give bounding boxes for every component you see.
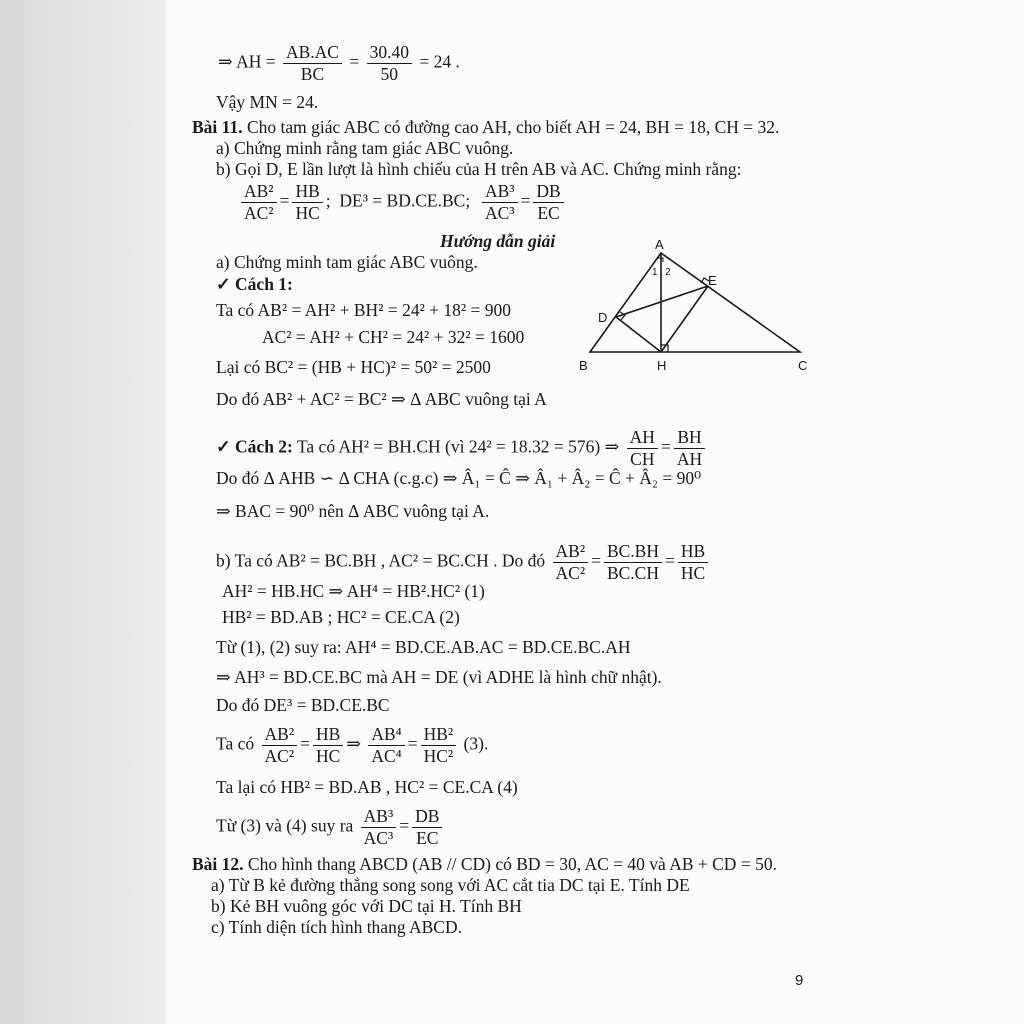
- triangle-abc: [590, 253, 800, 352]
- method-1-line-3: Lại có BC² = (HB + HC)² = 50² = 2500: [216, 357, 491, 377]
- method-1-line-1: Ta có AB² = AH² + BH² = 24² + 18² = 900: [216, 300, 512, 320]
- part-b-line-9: Từ (3) và (4) suy ra $\frac{\text{AB³}}{\text{AC³}}$ = $\frac{DB}{EC}$: [216, 806, 445, 849]
- segment-hd: [616, 317, 661, 352]
- exercise-12: [192, 853, 777, 875]
- segment-he: [661, 286, 708, 352]
- label-b: B: [579, 358, 588, 373]
- method-2-line-3: ⇒ BAC = 90⁰ nên Δ ABC vuông tại A.: [216, 501, 490, 521]
- solution-heading: Hướng dẫn giải: [440, 231, 556, 251]
- part-b-line-5: ⇒ AH³ = BD.CE.BC mà AH = DE (vì ADHE là hình chữ nhật).: [216, 667, 662, 687]
- label-a: A: [655, 237, 664, 252]
- method-1-label: ✓ Cách 1:: [216, 274, 293, 294]
- conclusion-mn: Vậy MN = 24.: [216, 92, 319, 112]
- exercise-11-formulas: $\frac{\text{AB²}}{\text{AC²}}$ = $\frac{HB}{HC}$ ; DE³ = BD.CE.BC; $\frac{\text{AB³}}{\text{AC³}}$ = $\frac{DB}{EC}$: [238, 181, 567, 224]
- part-b-line-8: Ta lại có HB² = BD.AB , HC² = CE.CA (4): [216, 777, 518, 797]
- part-a-heading: a) Chứng minh tam giác ABC vuông.: [216, 252, 478, 272]
- exercise-12-label: Bài 12.: [192, 854, 244, 874]
- exercise-12-part-c: c) Tính diện tích hình thang ABCD.: [211, 917, 462, 937]
- method-1-line-4: Do đó AB² + AC² = BC² ⇒ Δ ABC vuông tại A: [216, 389, 547, 409]
- label-angle-1: 1: [652, 267, 658, 278]
- exercise-12-part-b: b) Kẻ BH vuông góc với DC tại H. Tính BH: [211, 896, 522, 916]
- part-b-line-6: Do đó DE³ = BD.CE.BC: [216, 695, 390, 715]
- exercise-11: [192, 116, 779, 138]
- page-edge-shadow: [0, 0, 166, 1024]
- part-b-line-7: Ta có $\frac{\text{AB²}}{\text{AC²}}$ = $\frac{HB}{HC}$ ⇒ $\frac{\text{AB⁴}}{\text{AC⁴}}$ = $\frac{\text{HB²}}{\text{HC²}}$ (3).: [216, 724, 489, 766]
- label-d: D: [598, 310, 608, 325]
- part-b-line-3: HB² = BD.AB ; HC² = CE.CA (2): [222, 607, 460, 627]
- label-h: H: [657, 358, 667, 373]
- method-1-line-2: AC² = AH² + CH² = 24² + 32² = 1600: [262, 327, 525, 347]
- exercise-11-part-b: b) Gọi D, E lần lượt là hình chiếu của H trên AB và AC. Chứng minh rằng:: [216, 159, 742, 179]
- part-b-line-1: b) Ta có AB² = BC.BH , AC² = BC.CH . Do đó $\frac{\text{AB²}}{\text{AC²}}$ = $\frac{BC.BH}{BC.CH}$ = $\frac{HB}{HC}$: [216, 541, 711, 584]
- method-2-label: ✓ Cách 2:: [216, 436, 293, 457]
- label-angle-2: 2: [665, 267, 671, 278]
- label-e: E: [708, 273, 717, 288]
- solution-line-ah: ⇒ AH = $\frac{AB.AC}{BC}$ = $\frac{30.40}{50}$ = 24 .: [218, 42, 460, 84]
- exercise-11-text: Cho tam giác ABC có đường cao AH, cho biết AH = 24, BH = 18, CH = 32.: [246, 117, 780, 137]
- method-2-line-1: ✓ Cách 2: Ta có AH² = BH.CH (vì 24² = 18.32 = 576) ⇒ $\frac{AH}{CH}$ = $\frac{BH}{AH}$: [216, 427, 708, 470]
- exercise-12-text: Cho hình thang ABCD (AB // CD) có BD = 30, AC = 40 và AB + CD = 50.: [247, 854, 777, 874]
- exercise-11-label: Bài 11.: [192, 117, 243, 137]
- exercise-12-part-a: a) Từ B kẻ đường thẳng song song với AC cắt tia DC tại E. Tính DE: [211, 875, 690, 895]
- segment-de: [616, 286, 708, 317]
- label-c: C: [798, 358, 808, 373]
- part-b-line-2: AH² = HB.HC ⇒ AH⁴ = HB².HC² (1): [222, 581, 485, 601]
- exercise-11-part-a: a) Chứng minh rằng tam giác ABC vuông.: [216, 138, 514, 158]
- part-b-line-4: Từ (1), (2) suy ra: AH⁴ = BD.CE.AB.AC = BD.CE.BC.AH: [216, 637, 631, 657]
- triangle-figure: [575, 235, 820, 375]
- page-number: 9: [795, 972, 804, 989]
- method-2-line-2: Do đó Δ AHB ∽ Δ CHA (c.g.c) ⇒ Â₁ = Ĉ ⇒ Â₁ + Â₂ = Ĉ + Â₂ = 90⁰: [216, 468, 702, 488]
